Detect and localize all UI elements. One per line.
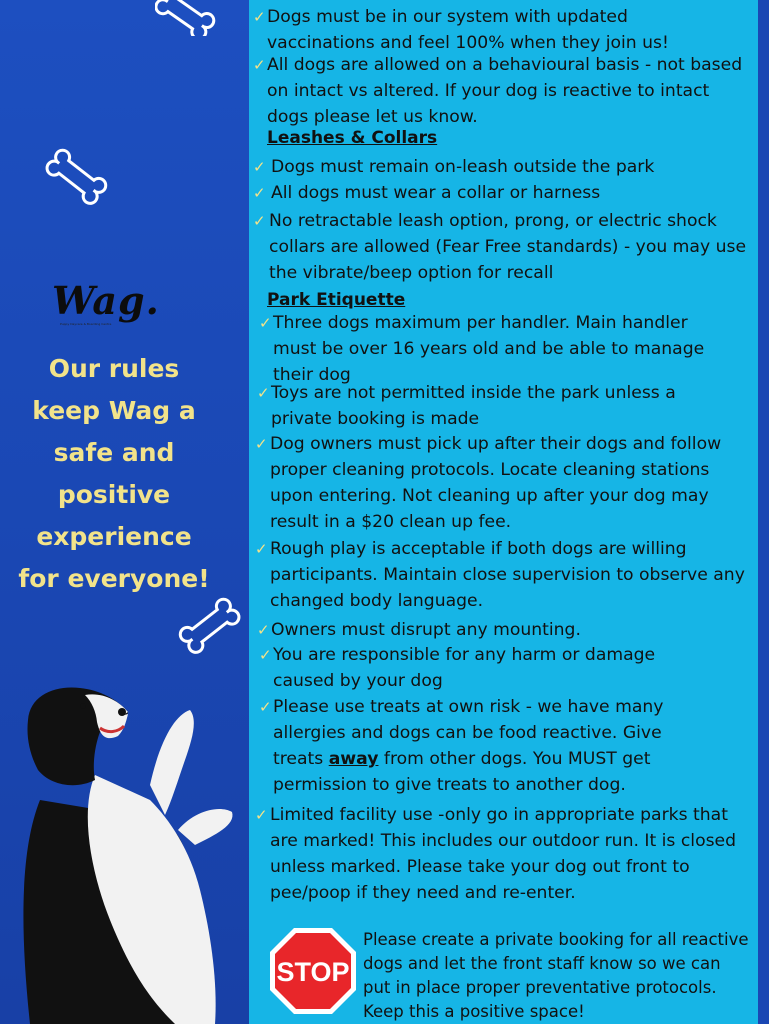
rule-item bbox=[249, 694, 758, 798]
rule-text: Owners must disrupt any mounting. bbox=[271, 620, 581, 640]
tagline bbox=[0, 348, 228, 600]
section-heading-etiquette: Park Etiquette bbox=[267, 290, 406, 310]
rule-text: Toys are not permitted inside the park unless a private booking is made bbox=[271, 383, 676, 429]
rule-item bbox=[249, 180, 758, 206]
tagline-line: safe and bbox=[53, 438, 175, 467]
rule-text: Rough play is acceptable if both dogs are willing participants. Maintain close supervision to observe any changed body language. bbox=[270, 539, 745, 611]
treats-text: Please use treats at own risk - we have many allergies and dogs can be food reactive. Give treats bbox=[273, 697, 664, 769]
rule-item bbox=[249, 617, 758, 643]
rule-item bbox=[249, 802, 758, 906]
rule-item bbox=[249, 208, 758, 286]
rule-text bbox=[249, 694, 693, 798]
rule-text: Limited facility use -only go in appropriate parks that are marked! This includes our outdoor run. It is closed unless marked. Please take your dog out front to pee/poop if they need and re-enter. bbox=[270, 805, 737, 903]
right-edge-border bbox=[758, 0, 769, 1024]
rule-item bbox=[249, 154, 758, 180]
check-icon: ✓ bbox=[253, 158, 266, 176]
rule-item bbox=[249, 52, 758, 130]
rule-text: All dogs are allowed on a behavioural basis - not based on intact vs altered. If your dog is reactive to intact dogs please let us know. bbox=[267, 55, 743, 127]
check-icon: ✓ bbox=[259, 646, 272, 664]
border-collie-photo bbox=[0, 680, 249, 1024]
check-icon: ✓ bbox=[253, 212, 266, 230]
check-icon: ✓ bbox=[259, 698, 272, 716]
tagline-line: positive bbox=[57, 480, 171, 509]
check-icon: ✓ bbox=[257, 384, 270, 402]
rule-item bbox=[249, 4, 758, 56]
logo-text: Wag. bbox=[52, 278, 160, 323]
check-icon: ✓ bbox=[255, 540, 268, 558]
tagline-line: Our rules bbox=[48, 354, 180, 383]
check-icon: ✓ bbox=[253, 184, 266, 202]
tagline-line: keep Wag a bbox=[32, 396, 196, 425]
stop-sign-label: STOP bbox=[276, 957, 350, 987]
tagline-line: experience bbox=[36, 522, 192, 551]
rule-text: Dogs must remain on-leash outside the park bbox=[271, 157, 655, 177]
rule-item bbox=[249, 380, 758, 432]
rule-item bbox=[249, 431, 758, 535]
stop-note: Please create a private booking for all reactive dogs and let the front staff know so we can put in place proper preventative protocols. Keep this a positive space! bbox=[363, 930, 749, 1021]
rule-item bbox=[249, 310, 758, 388]
logo-subtitle: Puppy Daycare & Boarding Centre bbox=[60, 322, 112, 326]
treats-emphasis: away bbox=[328, 749, 379, 769]
check-icon: ✓ bbox=[257, 621, 270, 639]
rule-text: All dogs must wear a collar or harness bbox=[271, 183, 601, 203]
rules-panel bbox=[249, 0, 758, 1024]
rule-text: Dogs must be in our system with updated vaccinations and feel 100% when they join us! bbox=[267, 7, 669, 53]
treats-text: from other dogs. You MUST get permission to give treats to another dog. bbox=[273, 749, 651, 795]
rule-item bbox=[249, 536, 758, 614]
rule-text: No retractable leash option, prong, or electric shock collars are allowed (Fear Free standards) - you may use the vibrate/beep option for recall bbox=[269, 211, 747, 283]
check-icon: ✓ bbox=[255, 435, 268, 453]
rule-item bbox=[249, 642, 758, 694]
rule-text: Dog owners must pick up after their dogs and follow proper cleaning protocols. Locate cleaning stations upon entering. Not cleaning up after your dog may result in a $20 clean up fee. bbox=[270, 434, 722, 532]
stop-sign-icon bbox=[268, 926, 358, 1016]
tagline-line: for everyone! bbox=[18, 564, 210, 593]
bone-icon bbox=[176, 596, 242, 654]
wag-logo bbox=[52, 278, 172, 340]
rule-text: Three dogs maximum per handler. Main handler must be over 16 years old and be able to manage their dog bbox=[273, 313, 705, 385]
check-icon: ✓ bbox=[255, 806, 268, 824]
section-heading-leashes: Leashes & Collars bbox=[267, 128, 438, 148]
check-icon: ✓ bbox=[259, 314, 272, 332]
bone-icon bbox=[155, 0, 217, 36]
bone-icon bbox=[44, 145, 110, 207]
rule-text: You are responsible for any harm or damage caused by your dog bbox=[273, 645, 656, 691]
sidebar-panel bbox=[0, 0, 249, 1024]
check-icon: ✓ bbox=[253, 56, 266, 74]
check-icon: ✓ bbox=[253, 8, 266, 26]
